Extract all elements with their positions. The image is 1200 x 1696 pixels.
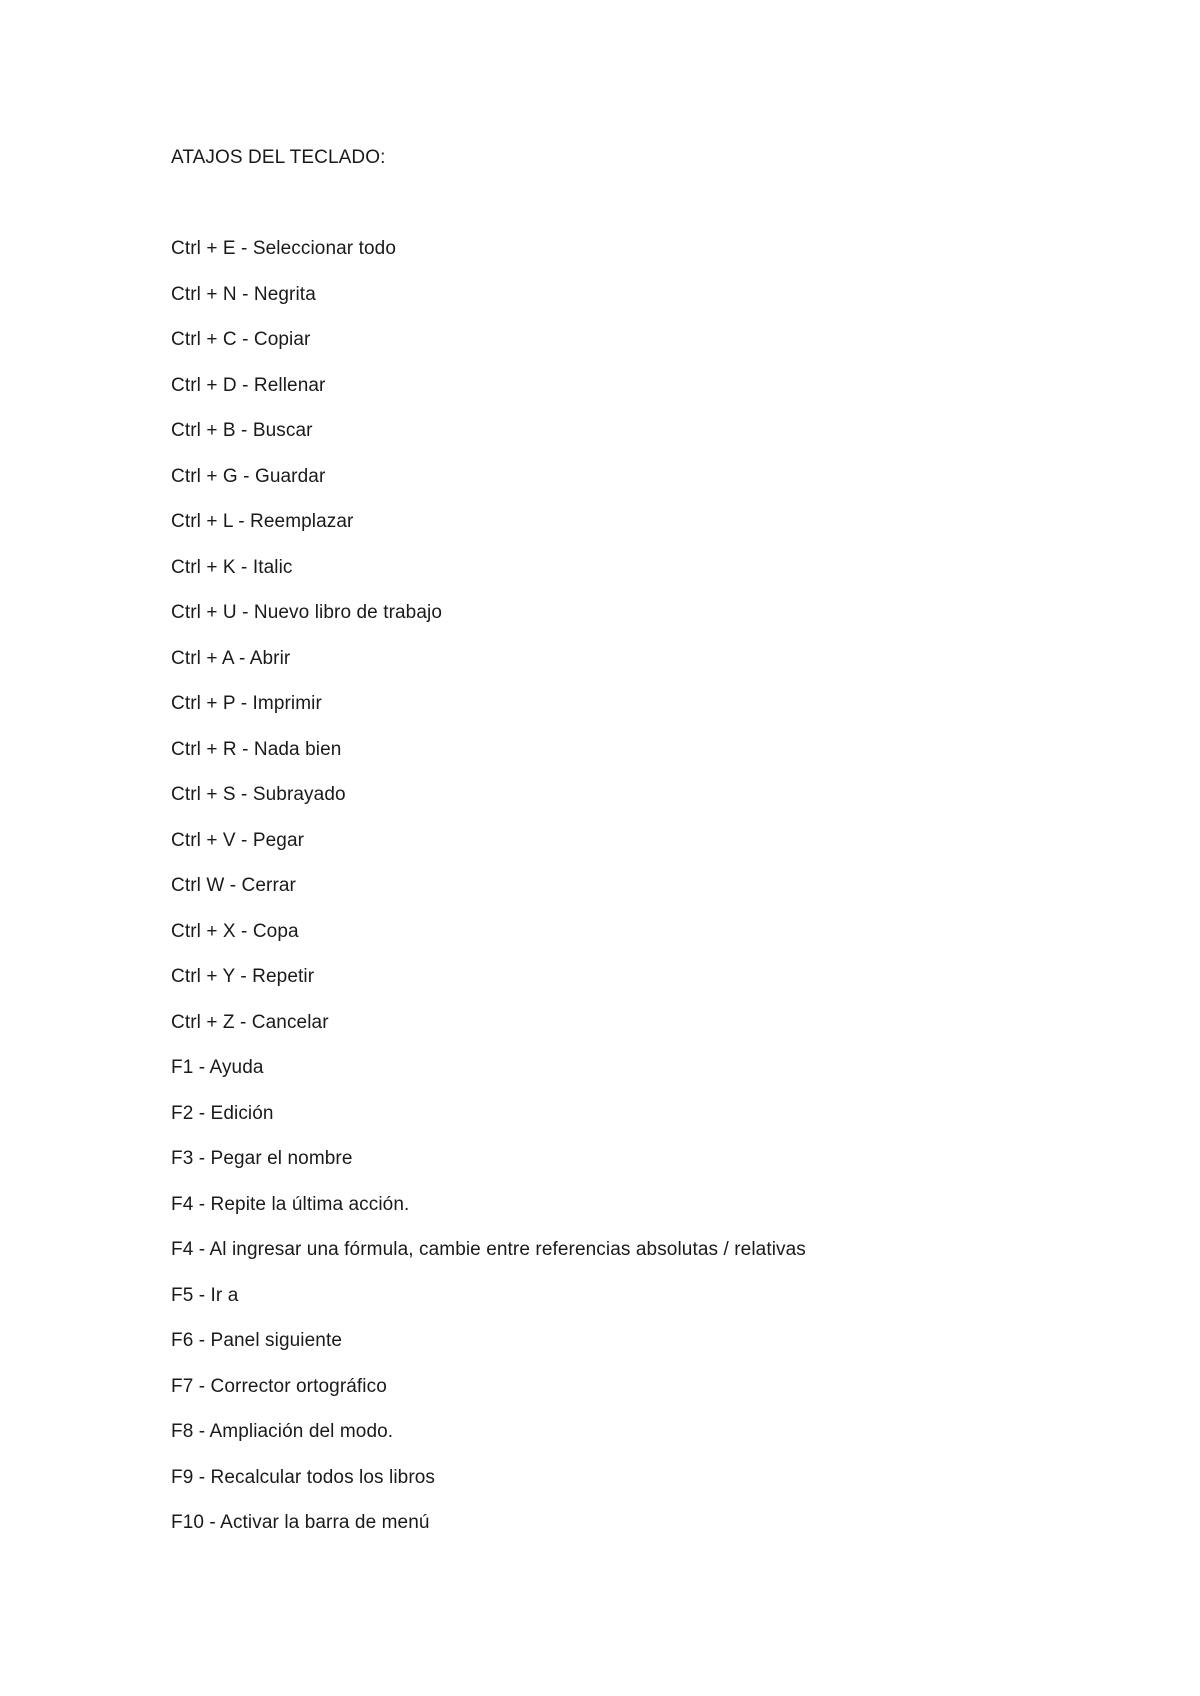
shortcut-item: Ctrl + X - Copa bbox=[171, 920, 299, 942]
shortcut-item: Ctrl + U - Nuevo libro de trabajo bbox=[171, 602, 442, 623]
shortcut-item: Ctrl + A - Abrir bbox=[171, 647, 291, 669]
document-title: ATAJOS DEL TECLADO: bbox=[171, 147, 386, 168]
shortcut-item: Ctrl + R - Nada bien bbox=[171, 738, 342, 760]
shortcut-item: Ctrl W - Cerrar bbox=[171, 875, 296, 896]
shortcut-item: F10 - Activar la barra de menú bbox=[171, 1512, 430, 1533]
shortcut-item: Ctrl + V - Pegar bbox=[171, 829, 305, 851]
shortcut-item: F5 - Ir a bbox=[171, 1284, 239, 1306]
shortcut-item: Ctrl + E - Seleccionar todo bbox=[171, 238, 396, 259]
shortcut-item: Ctrl + P - Imprimir bbox=[171, 693, 322, 714]
shortcut-item: Ctrl + Y - Repetir bbox=[171, 966, 315, 987]
shortcut-item: F1 - Ayuda bbox=[171, 1057, 264, 1078]
shortcut-item: F3 - Pegar el nombre bbox=[171, 1148, 353, 1169]
shortcut-item: F8 - Ampliación del modo. bbox=[171, 1421, 394, 1442]
shortcut-item: Ctrl + N - Negrita bbox=[171, 283, 316, 305]
shortcut-item: F2 - Edición bbox=[171, 1102, 274, 1124]
shortcut-item: Ctrl + C - Copiar bbox=[171, 329, 311, 350]
shortcut-item: Ctrl + Z - Cancelar bbox=[171, 1011, 329, 1033]
shortcut-item: Ctrl + L - Reemplazar bbox=[171, 511, 354, 532]
shortcut-item: F9 - Recalcular todos los libros bbox=[171, 1466, 436, 1488]
shortcut-item: F4 - Repite la última acción. bbox=[171, 1193, 410, 1215]
shortcut-item: Ctrl + G - Guardar bbox=[171, 465, 326, 487]
shortcut-item: F4 - Al ingresar una fórmula, cambie entre referencias absolutas / relativas bbox=[171, 1239, 806, 1260]
shortcut-list bbox=[171, 237, 806, 1557]
shortcut-item: Ctrl + K - Italic bbox=[171, 556, 293, 578]
shortcut-item: F7 - Corrector ortográfico bbox=[171, 1375, 387, 1397]
shortcut-item: Ctrl + D - Rellenar bbox=[171, 374, 326, 396]
shortcut-item: F6 - Panel siguiente bbox=[171, 1330, 342, 1351]
shortcut-item: Ctrl + S - Subrayado bbox=[171, 784, 346, 805]
shortcut-item: Ctrl + B - Buscar bbox=[171, 420, 313, 441]
